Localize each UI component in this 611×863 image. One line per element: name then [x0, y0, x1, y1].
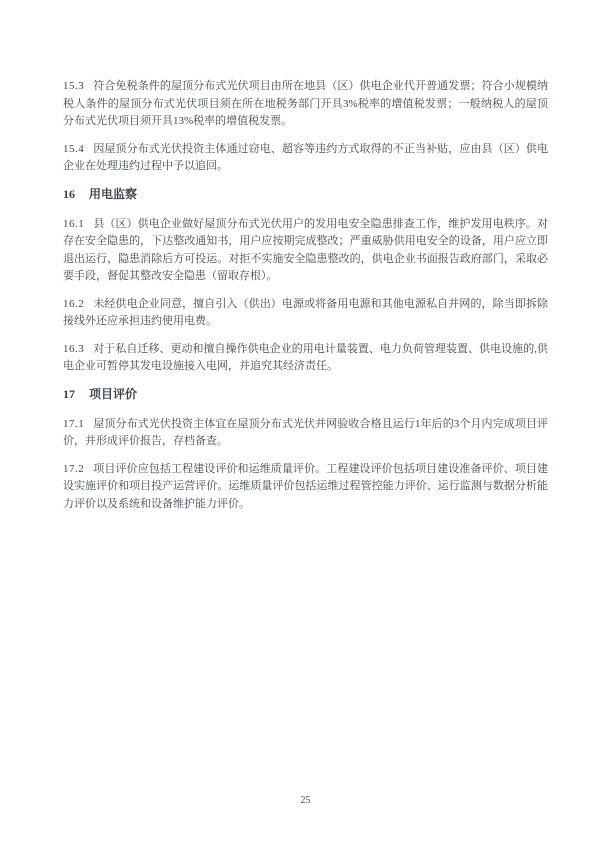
clause-text: 未经供电企业同意，擅自引入（供出）电源或将备用电源和其他电源私自并网的，除当即拆除接线外还应承担违约使用电费。 — [63, 297, 548, 327]
clause-number: 17.1 — [63, 417, 85, 430]
section-title: 用电监察 — [89, 186, 138, 201]
clause-text: 因屋顶分布式光伏投资主体通过窃电、超容等违约方式取得的不正当补贴，应由县（区）供电企业在处理违约过程中予以追回。 — [63, 142, 548, 172]
clause-text: 符合免税条件的屋顶分布式光伏项目由所在地县（区）供电企业代开普通发票；符合小规模纳税人条件的屋顶分布式光伏项目须在所在地税务部门开具3%税率的增值税发票；一般纳税人的屋顶分布式光伏项目须开具13%税率的增值税发票。 — [63, 80, 548, 127]
section-heading-17 — [63, 386, 548, 402]
section-number: 16 — [63, 186, 75, 201]
clause-text: 项目评价应包括工程建设评价和运维质量评价。工程建设评价包括项目建设准备评价、项目建设实施评价和项目投产运营评价。运维质量评价包括运维过程管控能力评价、运行监测与数据分析能力评价以及系统和设备维护能力评价。 — [63, 462, 548, 510]
clause-16-1 — [63, 216, 548, 286]
clause-number: 16.3 — [63, 342, 85, 355]
section-title: 项目评价 — [89, 386, 138, 401]
page-number: 25 — [300, 795, 311, 806]
clause-text: 屋顶分布式光伏投资主体宜在屋顶分布式光伏并网验收合格且运行1年后的3个月内完成项目评价，并形成评价报告，存档备查。 — [63, 417, 548, 447]
section-heading-16 — [63, 186, 548, 202]
clause-number: 16.1 — [63, 217, 85, 230]
clause-16-3 — [63, 341, 548, 376]
clause-text: 县（区）供电企业做好屋顶分布式光伏用户的发用电安全隐患排查工作，维护发用电秩序。对存在安全隐患的，下达整改通知书，用户应按期完成整改；严重威胁供用电安全的设备，用户应立即退出运行，隐患消除后方可投运。对拒不实施安全隐患整改的，供电企业书面报告政府部门，采取必要手段，督促其整改安全隐患（留取存根）。 — [63, 217, 548, 282]
clause-number: 15.4 — [63, 142, 85, 155]
clause-number: 17.2 — [63, 462, 85, 475]
clause-15-3 — [63, 78, 548, 131]
clause-number: 15.3 — [63, 80, 85, 92]
section-number: 17 — [63, 386, 75, 401]
clause-17-1 — [63, 416, 548, 451]
clause-text: 对于私自迁移、更动和擅自操作供电企业的用电计量装置、电力负荷管理装置、供电设施的,供电企业可暂停其发电设施接入电网，并追究其经济责任。 — [63, 342, 548, 372]
clause-17-2 — [63, 461, 548, 514]
clause-15-4 — [63, 141, 548, 176]
clause-number: 16.2 — [63, 297, 85, 310]
clause-16-2 — [63, 296, 548, 331]
